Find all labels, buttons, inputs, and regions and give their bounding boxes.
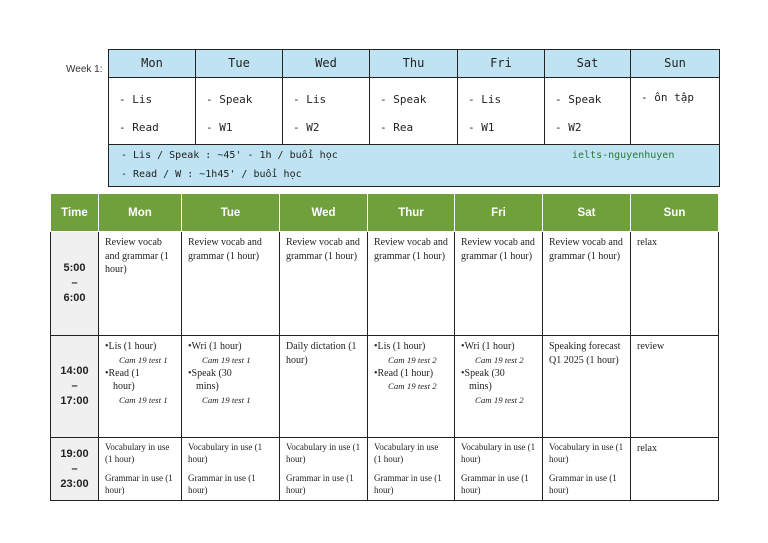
task-item: •Read (1 hour) <box>374 367 434 379</box>
hw-cell-sat <box>545 78 631 144</box>
task-grammar: Grammar in use (1 hour) <box>286 473 354 495</box>
hw-cell-tue <box>196 78 283 144</box>
week-label: Week 1: <box>66 64 103 75</box>
cell-thu-afternoon <box>368 336 455 438</box>
task-item-cont: mins) <box>469 381 492 392</box>
cell-sun-evening: relax <box>631 438 719 501</box>
hw-line: - Speak <box>206 93 253 106</box>
time-start: 14:00 <box>60 365 89 377</box>
task-source: Cam 19 test 1 <box>119 394 168 405</box>
task-source: Cam 19 test 1 <box>202 394 251 405</box>
hw-line: - Lis <box>293 93 327 106</box>
hw-day-tue: Tue <box>196 50 283 77</box>
hw-line: - W2 <box>555 121 582 134</box>
task-item: •Lis (1 hour) <box>105 341 157 352</box>
cell-sat-afternoon: Speaking forecast Q1 2025 (1 hour) <box>543 336 631 438</box>
time-end: 17:00 <box>60 395 89 407</box>
table-row <box>51 232 719 336</box>
hw-day-thu: Thu <box>370 50 458 77</box>
task-source: Cam 19 test 1 <box>119 354 168 365</box>
hw-day-sat: Sat <box>545 50 631 77</box>
cell-thu-morning: Review vocab and grammar (1 hour) <box>368 232 455 336</box>
task-source: Cam 19 test 1 <box>202 354 251 365</box>
schedule-header-row <box>51 194 719 232</box>
hw-note-lis-speak: - Lis / Speak : ~45' - 1h / buổi học <box>121 150 338 161</box>
task-vocab: Vocabulary in use (1 hour) <box>549 442 624 464</box>
spacer <box>374 465 448 473</box>
schedule-table <box>50 193 719 501</box>
task-vocab: Vocabulary in use (1 hour) <box>286 442 361 464</box>
hw-cell-mon <box>109 78 196 144</box>
col-header-tue: Tue <box>182 194 280 232</box>
cell-mon-evening <box>99 438 182 501</box>
task-item: •Lis (1 hour) <box>374 341 426 352</box>
task-grammar: Grammar in use (1 hour) <box>374 473 442 495</box>
handwritten-notes <box>109 144 719 186</box>
spacer <box>549 465 624 473</box>
task-vocab: Vocabulary in use (1 hour) <box>461 442 536 464</box>
time-dash: – <box>71 462 78 475</box>
col-header-sat: Sat <box>543 194 631 232</box>
handwritten-plan-table <box>108 49 720 187</box>
cell-sat-morning: Review vocab and grammar (1 hour) <box>543 232 631 336</box>
time-start: 19:00 <box>60 447 89 460</box>
hw-signature: ielts-nguyenhuyen <box>572 150 675 161</box>
spacer <box>286 465 361 473</box>
hw-line: - Read <box>119 121 159 134</box>
cell-wed-morning: Review vocab and grammar (1 hour) <box>280 232 368 336</box>
time-end: 23:00 <box>60 477 89 490</box>
cell-sun-afternoon: review <box>631 336 719 438</box>
hw-day-fri: Fri <box>458 50 545 77</box>
spacer <box>188 465 273 473</box>
cell-fri-morning: Review vocab and grammar (1 hour) <box>455 232 543 336</box>
col-header-time: Time <box>51 194 99 232</box>
hw-cell-thu <box>370 78 458 144</box>
cell-fri-afternoon <box>455 336 543 438</box>
hw-cell-fri <box>458 78 545 144</box>
cell-tue-evening <box>182 438 280 501</box>
table-row <box>51 438 719 501</box>
col-header-fri: Fri <box>455 194 543 232</box>
task-source: Cam 19 test 2 <box>388 381 437 391</box>
spacer <box>105 465 175 473</box>
cell-thu-evening <box>368 438 455 501</box>
task-grammar: Grammar in use (1 hour) <box>549 473 617 495</box>
spacer <box>461 465 536 473</box>
task-source: Cam 19 test 2 <box>475 394 524 405</box>
time-cell-morning <box>51 232 99 336</box>
task-item: •Speak (30 <box>461 367 505 379</box>
hw-day-mon: Mon <box>109 50 196 77</box>
task-item: •Speak (30 <box>188 367 232 379</box>
task-item-cont: mins) <box>196 381 219 392</box>
task-vocab: Vocabulary in use (1 hour) <box>188 442 263 464</box>
hw-note-read-write: - Read / W : ~1h45' / buổi học <box>121 169 302 180</box>
table-row <box>51 336 719 438</box>
cell-sun-morning: relax <box>631 232 719 336</box>
cell-wed-evening <box>280 438 368 501</box>
hw-line: - Lis <box>468 93 502 106</box>
time-end: 6:00 <box>63 292 86 304</box>
hw-line: - W1 <box>468 121 495 134</box>
handwritten-header-row <box>109 50 719 78</box>
hw-line: - ôn tập <box>641 91 694 104</box>
hw-line: - Speak <box>555 93 602 106</box>
task-source: Cam 19 test 2 <box>475 354 524 365</box>
task-item: •Wri (1 hour) <box>461 341 515 352</box>
time-cell-evening <box>51 438 99 501</box>
cell-tue-afternoon <box>182 336 280 438</box>
task-vocab: Vocabulary in use (1 hour) <box>374 442 439 464</box>
cell-tue-morning: Review vocab and grammar (1 hour) <box>182 232 280 336</box>
time-dash: – <box>71 277 78 289</box>
col-header-sun: Sun <box>631 194 719 232</box>
hw-cell-sun <box>631 78 719 144</box>
hw-line: - Rea <box>380 121 414 134</box>
hw-day-wed: Wed <box>283 50 370 77</box>
task-grammar: Grammar in use (1 hour) <box>105 473 173 495</box>
task-source: Cam 19 test 2 <box>388 354 437 365</box>
col-header-mon: Mon <box>99 194 182 232</box>
task-vocab: Vocabulary in use (1 hour) <box>105 442 170 464</box>
time-start: 5:00 <box>63 262 86 274</box>
hw-line: - W2 <box>293 121 320 134</box>
cell-mon-afternoon <box>99 336 182 438</box>
task-item: •Wri (1 hour) <box>188 341 242 352</box>
hw-line: - Speak <box>380 93 427 106</box>
cell-sat-evening <box>543 438 631 501</box>
col-header-thu: Thur <box>368 194 455 232</box>
cell-fri-evening <box>455 438 543 501</box>
hw-cell-wed <box>283 78 370 144</box>
task-grammar: Grammar in use (1 hour) <box>188 473 256 495</box>
time-dash: – <box>71 380 78 392</box>
task-item: •Read (1 <box>105 367 140 379</box>
time-cell-afternoon <box>51 336 99 438</box>
hw-line: - W1 <box>206 121 233 134</box>
task-item-cont: hour) <box>113 381 135 392</box>
hw-day-sun: Sun <box>664 56 686 70</box>
cell-mon-morning: Review vocab and grammar (1 hour) <box>99 232 182 336</box>
handwritten-body-row <box>109 78 719 144</box>
col-header-wed: Wed <box>280 194 368 232</box>
cell-wed-afternoon: Daily dictation (1 hour) <box>280 336 368 438</box>
hw-line: - Lis <box>119 93 153 106</box>
task-grammar: Grammar in use (1 hour) <box>461 473 529 495</box>
